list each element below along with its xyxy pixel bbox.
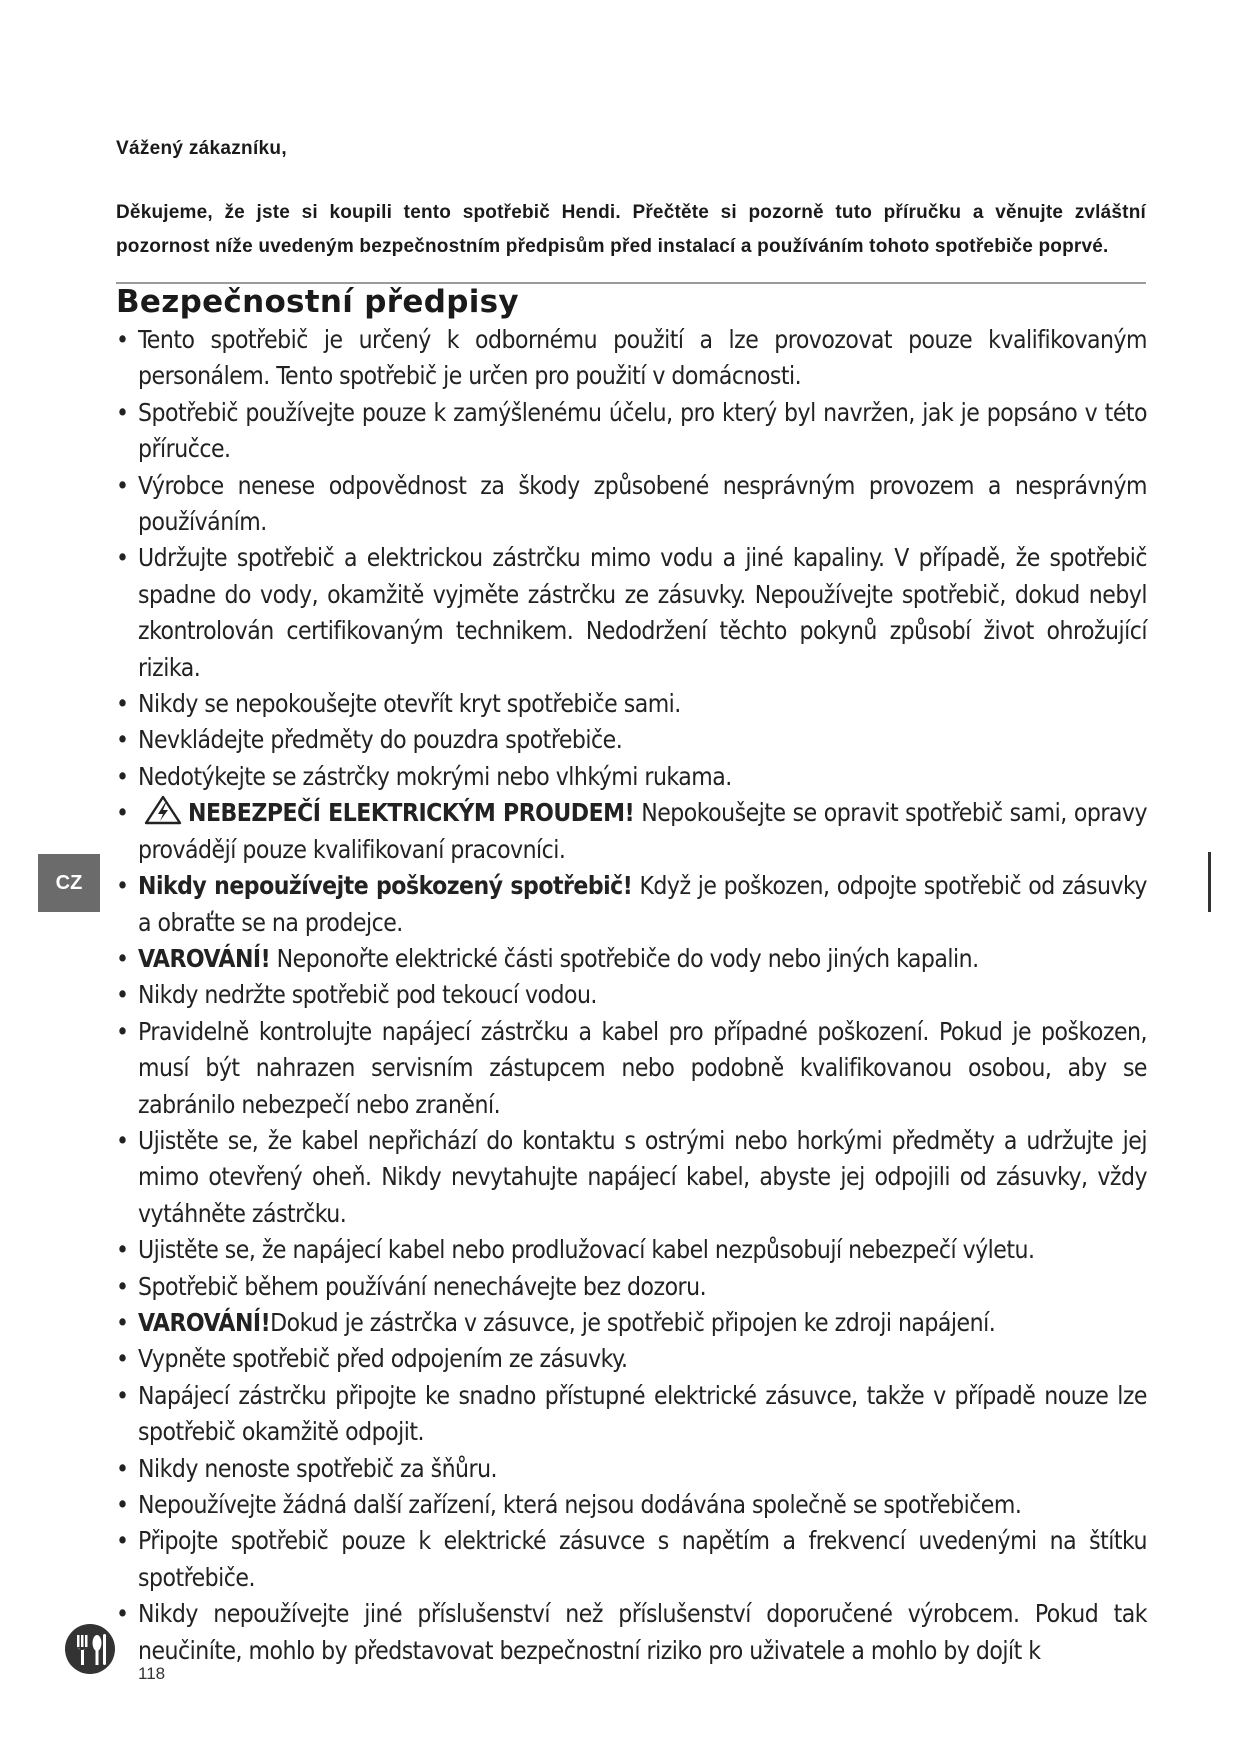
bullet: • bbox=[116, 689, 129, 719]
bullet: • bbox=[116, 980, 129, 1010]
item-text: Když je poškozen, odpojte spotřebič od zásuvky a obraťte se na prodejce. bbox=[138, 871, 1147, 937]
list-item bbox=[116, 1487, 1147, 1523]
item-text: Spotřebič během používání nenechávejte bez dozoru. bbox=[138, 1271, 707, 1301]
item-text: Nepokoušejte se opravit spotřebič sami, opravy provádějí pouze kvalifikovaní pracovníci. bbox=[138, 798, 1147, 864]
safety-list bbox=[116, 322, 1147, 1669]
bullet: • bbox=[116, 1490, 129, 1519]
item-text: Spotřebič používejte pouze k zamýšlenému účelu, pro který byl navržen, jak je popsáno v této příručce. bbox=[138, 397, 1147, 464]
list-item bbox=[116, 1014, 1147, 1123]
bullet: • bbox=[116, 1344, 129, 1374]
bullet: • bbox=[116, 798, 129, 828]
list-item bbox=[116, 1451, 1147, 1487]
bullet: • bbox=[116, 1526, 129, 1556]
electric-warning-triangle-icon bbox=[144, 795, 182, 825]
bullet: • bbox=[116, 1599, 129, 1629]
item-text: Nevkládejte předměty do pouzdra spotřebiče. bbox=[138, 725, 623, 755]
list-item bbox=[116, 1269, 1147, 1305]
bullet: • bbox=[116, 943, 129, 973]
item-warning-label: NEBEZPEČÍ ELEKTRICKÝM PROUDEM! bbox=[188, 798, 635, 828]
bullet: • bbox=[116, 325, 129, 354]
item-text: Dokud je zástrčka v zásuvce, je spotřebič připojen ke zdroji napájení. bbox=[270, 1307, 996, 1337]
list-item bbox=[116, 395, 1147, 468]
bullet: • bbox=[116, 397, 129, 427]
bullet: • bbox=[116, 1307, 129, 1337]
item-text: Neponořte elektrické části spotřebiče do vody nebo jiných kapalin. bbox=[270, 943, 979, 973]
bullet: • bbox=[116, 1235, 129, 1265]
bullet: • bbox=[116, 1453, 129, 1483]
item-text: Ujistěte se, že napájecí kabel nebo prodlužovací kabel nezpůsobují nebezpečí výletu. bbox=[138, 1235, 1035, 1265]
item-text: Nikdy nenoste spotřebič za šňůru. bbox=[138, 1453, 498, 1483]
list-item bbox=[116, 1341, 1147, 1377]
list-item bbox=[116, 1378, 1147, 1451]
bullet: • bbox=[116, 1271, 129, 1301]
intro-paragraph: Děkujeme, že jste si koupili tento spotřebič Hendi. Přečtěte si pozorně tuto příručku a věnujte zvláštní pozornost níže uvedeným bezpečnostním předpisům před instalací a používáním tohoto spotřebiče poprvé. bbox=[116, 202, 1146, 257]
item-warning-label: VAROVÁNÍ! bbox=[138, 943, 271, 973]
bullet: • bbox=[116, 1380, 129, 1410]
list-item bbox=[116, 1596, 1147, 1669]
list-item bbox=[116, 1523, 1147, 1596]
item-text: Tento spotřebič je určený k odbornému použití a lze provozovat pouze kvalifikovaným personálem. Tento spotřebič je určen pro použití v domácnosti. bbox=[138, 325, 1147, 391]
page-number: 118 bbox=[138, 1664, 166, 1683]
item-text: Nedotýkejte se zástrčky mokrými nebo vlhkými rukama. bbox=[138, 761, 732, 791]
list-item bbox=[116, 795, 1147, 868]
list-item bbox=[116, 868, 1147, 941]
item-text: Napájecí zástrčku připojte ke snadno přístupné elektrické zásuvce, takže v případě nouze lze spotřebič okamžitě odpojit. bbox=[138, 1380, 1147, 1447]
item-text: Vypněte spotřebič před odpojením ze zásuvky. bbox=[138, 1344, 628, 1374]
item-text: Pravidelně kontrolujte napájecí zástrčku a kabel pro případné poškození. Pokud je poškozen, musí být nahrazen servisním zástupcem nebo podobně kvalifikovanou osobou, aby se zabránilo nebezpečí nebo zranění. bbox=[138, 1016, 1147, 1119]
bullet: • bbox=[116, 761, 129, 791]
item-warning-label: VAROVÁNÍ! bbox=[138, 1307, 271, 1337]
item-warning-label: Nikdy nepoužívejte poškozený spotřebič! bbox=[138, 871, 633, 901]
bullet: • bbox=[116, 1125, 129, 1155]
item-text: Výrobce nenese odpovědnost za škody způsobené nesprávným provozem a nesprávným používáním. bbox=[138, 470, 1147, 537]
list-item bbox=[116, 977, 1147, 1013]
list-item bbox=[116, 722, 1147, 758]
bullet: • bbox=[116, 871, 129, 901]
list-item bbox=[116, 322, 1147, 395]
item-text: Ujistěte se, že kabel nepřichází do kontaktu s ostrými nebo horkými předměty a udržujte jej mimo otevřený oheň. Nikdy nevytahujte napájecí kabel, abyste jej odpojili od zásuvky, vždy vytáhněte zástrčku. bbox=[138, 1125, 1147, 1228]
list-item bbox=[116, 1123, 1147, 1232]
item-text: Nikdy se nepokoušejte otevřít kryt spotřebiče sami. bbox=[138, 689, 681, 719]
item-text: Nikdy nedržte spotřebič pod tekoucí vodou. bbox=[138, 980, 597, 1010]
item-text: Udržujte spotřebič a elektrickou zástrčku mimo vodu a jiné kapaliny. V případě, že spotřebič spadne do vody, okamžitě vyjměte zástrčku ze zásuvky. Nepoužívejte spotřebič, dokud nebyl zkontrolován certifikovaným technikem. Nedodržení těchto pokynů způsobí život ohrožující rizika. bbox=[138, 543, 1147, 682]
greeting: Vážený zákazníku, bbox=[116, 138, 287, 159]
language-tab: CZ bbox=[38, 854, 100, 912]
list-item bbox=[116, 468, 1147, 541]
list-item bbox=[116, 1305, 1147, 1341]
list-item bbox=[116, 1232, 1147, 1268]
item-text: Nepoužívejte žádná další zařízení, která nejsou dodávána společně se spotřebičem. bbox=[138, 1490, 1022, 1519]
section-title: Bezpečnostní předpisy bbox=[116, 284, 519, 320]
bullet: • bbox=[116, 1016, 129, 1046]
bullet: • bbox=[116, 543, 129, 573]
bullet: • bbox=[116, 725, 129, 755]
list-item bbox=[116, 540, 1147, 686]
list-item bbox=[116, 686, 1147, 722]
list-item bbox=[116, 941, 1147, 977]
margin-marker bbox=[1208, 852, 1211, 912]
bullet: • bbox=[116, 470, 129, 500]
item-text: Připojte spotřebič pouze k elektrické zásuvce s napětím a frekvencí uvedenými na štítku spotřebiče. bbox=[138, 1526, 1147, 1592]
item-text: Nikdy nepoužívejte jiné příslušenství než příslušenství doporučené výrobcem. Pokud tak neučiníte, mohlo by představovat bezpečnostní riziko pro uživatele a mohlo by dojít k bbox=[138, 1599, 1147, 1665]
list-item bbox=[116, 759, 1147, 795]
hendi-cutlery-logo-icon bbox=[64, 1623, 116, 1675]
